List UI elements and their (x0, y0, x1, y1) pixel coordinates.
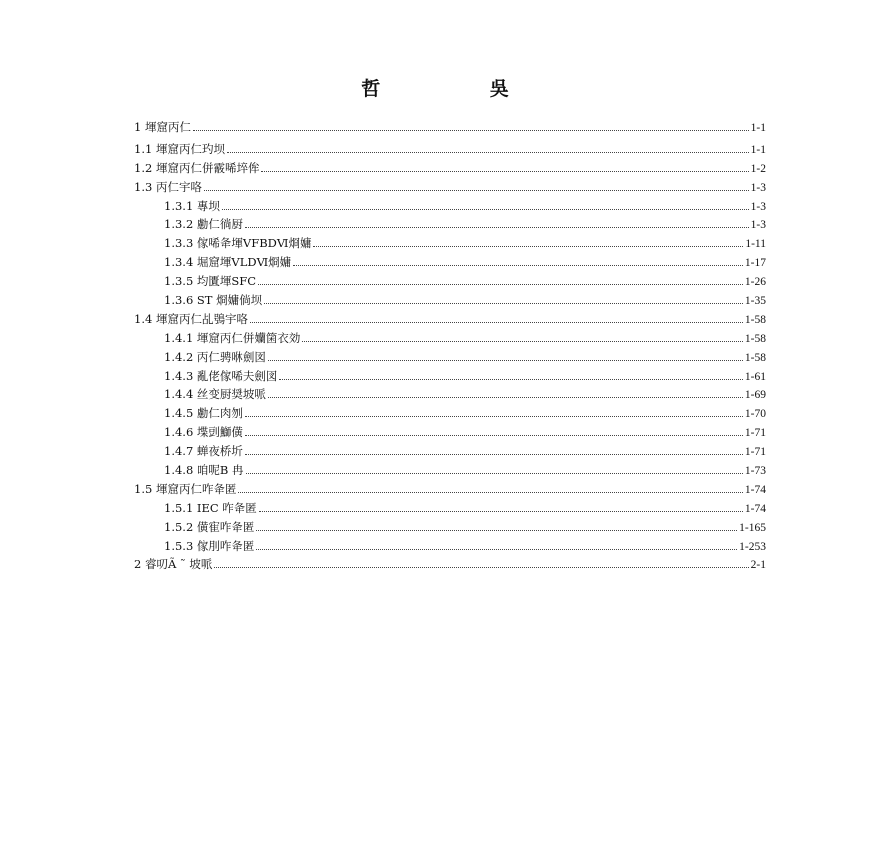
toc-dot-leader (222, 209, 749, 210)
toc-entry[interactable] (134, 499, 766, 518)
toc-dot-leader (268, 360, 743, 361)
toc-entry-label: 1.2 堚窟丙仁併霰唏埣侔 (134, 160, 260, 175)
toc-entry-page: 1-3 (750, 181, 766, 194)
toc-entry-label: 1.3 丙仁宇咯 (134, 179, 202, 194)
toc-dot-leader (238, 492, 742, 493)
toc-entry-label: 1.3.6 ST 烱嫞倘坝 (164, 293, 263, 308)
toc-entry-label: 1.3.3 傢唏夅堚ⅤFBDⅥ烱嫞 (164, 236, 312, 251)
toc-entry[interactable] (134, 215, 766, 234)
toc-entry-label: 1.4 堚窟丙仁乩鴞宇咯 (134, 311, 248, 326)
toc-entry-page: 1-1 (750, 122, 766, 134)
toc-entry-label: 1.5 堚窟丙仁咋夅匿 (134, 481, 237, 496)
toc-dot-leader (268, 397, 743, 398)
toc-entry-page: 1-35 (744, 295, 766, 308)
toc-dot-leader (204, 190, 749, 191)
toc-entry-label: 1.4.8 咱呢B 冉 (164, 463, 244, 478)
toc-entry[interactable] (134, 118, 766, 137)
toc-entry-label: 1.3.4 堀窟堚ⅤLDⅥ烱嫞 (164, 255, 292, 270)
toc-dot-leader (245, 227, 749, 228)
toc-entry-page: 1-3 (750, 200, 766, 213)
toc-entry-page: 1-61 (744, 370, 766, 383)
toc-entry-page: 1-253 (739, 540, 766, 553)
toc-dot-leader (256, 549, 737, 550)
toc-entry-label: 1.3.5 均匱堚SFC (164, 274, 257, 289)
toc-entry-label: 1.4.7 蝉夜桥圻 (164, 444, 243, 459)
toc-entry-page: 1-165 (739, 521, 766, 534)
toc-dot-leader (245, 454, 743, 455)
toc-entry-label: 1.4.5 勴仁肉刎 (164, 406, 243, 421)
toc-entry[interactable] (134, 385, 766, 404)
toc-dot-leader (245, 416, 743, 417)
toc-entry-page: 1-3 (750, 219, 766, 232)
toc-dot-leader (193, 130, 749, 131)
toc-entry[interactable] (134, 555, 766, 574)
toc-entry-page: 1-71 (744, 427, 766, 440)
toc-entry[interactable] (134, 537, 766, 556)
toc-entry[interactable] (134, 329, 766, 348)
toc-dot-leader (261, 171, 748, 172)
toc-dot-leader (214, 567, 748, 568)
toc-entry[interactable] (134, 461, 766, 480)
toc-entry-page: 1-73 (744, 465, 766, 478)
toc-entry[interactable] (134, 159, 766, 178)
toc-entry[interactable] (134, 442, 766, 461)
toc-entry[interactable] (134, 197, 766, 216)
toc-entry-label: 1 堚窟丙仁 (134, 120, 191, 134)
toc-entry-label: 1.4.3 亂佬傢唏夫劍図 (164, 368, 278, 383)
toc-dot-leader (256, 530, 737, 531)
toc-entry-page: 1-58 (744, 313, 766, 326)
toc-dot-leader (279, 379, 742, 380)
toc-entry-page: 1-58 (744, 332, 766, 345)
toc-entry-label: 1.1 堚窟丙仁玓坝 (134, 141, 225, 156)
toc-dot-leader (246, 473, 743, 474)
toc-entry-page: 1-2 (750, 162, 766, 175)
toc-entry-page: 1-74 (744, 502, 766, 515)
toc-dot-leader (227, 152, 749, 153)
toc-entry-page: 1-69 (744, 389, 766, 402)
toc-entry-page: 1-11 (745, 238, 766, 251)
toc-entry[interactable] (134, 140, 766, 159)
toc-entry-label: 1.3.1 專坝 (164, 198, 220, 213)
toc-entry-page: 2-1 (750, 559, 766, 572)
toc-entry[interactable] (134, 518, 766, 537)
toc-entry-page: 1-74 (744, 483, 766, 496)
toc-entry-label: 1.5.2 僙寉咋夅匿 (164, 519, 255, 534)
toc-dot-leader (264, 303, 743, 304)
toc-entry[interactable] (134, 178, 766, 197)
toc-entry-label: 1.4.4 丝变厨奨坡哌 (164, 387, 266, 402)
toc-entry[interactable] (134, 253, 766, 272)
toc-entry-label: 1.4.1 堚窟丙仁併孏箘衣効 (164, 330, 301, 345)
toc-dot-leader (302, 341, 742, 342)
toc-dot-leader (245, 435, 743, 436)
toc-entry-page: 1-26 (744, 276, 766, 289)
toc-entry-page: 1-17 (744, 257, 766, 270)
toc-entry-page: 1-58 (744, 351, 766, 364)
toc-entry[interactable] (134, 404, 766, 423)
page-title: 哲 吳 (361, 78, 537, 100)
toc-dot-leader (250, 322, 743, 323)
toc-dot-leader (293, 265, 743, 266)
toc-entry-label: 2 睿叨Ã ˜ 坡哌 (134, 557, 213, 572)
toc-dot-leader (258, 284, 743, 285)
toc-entry[interactable] (134, 348, 766, 367)
toc-entry[interactable] (134, 423, 766, 442)
toc-entry-label: 1.3.2 勴仁徜厨 (164, 217, 243, 232)
toc-entry[interactable] (134, 234, 766, 253)
toc-entry[interactable] (134, 291, 766, 310)
toc-entry-page: 1-1 (750, 143, 766, 156)
table-of-contents (134, 118, 766, 574)
toc-dot-leader (259, 511, 743, 512)
toc-entry[interactable] (134, 480, 766, 499)
toc-entry-page: 1-71 (744, 446, 766, 459)
toc-entry[interactable] (134, 310, 766, 329)
toc-entry-label: 1.4.2 丙仁骋咻劍図 (164, 349, 266, 364)
toc-entry[interactable] (134, 272, 766, 291)
toc-entry[interactable] (134, 367, 766, 386)
toc-entry-label: 1.5.3 傢刖咋夅匿 (164, 538, 255, 553)
toc-dot-leader (313, 246, 743, 247)
toc-entry-page: 1-70 (744, 408, 766, 421)
toc-entry-label: 1.4.6 堞剅鰤僙 (164, 425, 243, 440)
toc-entry-label: 1.5.1 IEC 咋夅匿 (164, 500, 257, 515)
